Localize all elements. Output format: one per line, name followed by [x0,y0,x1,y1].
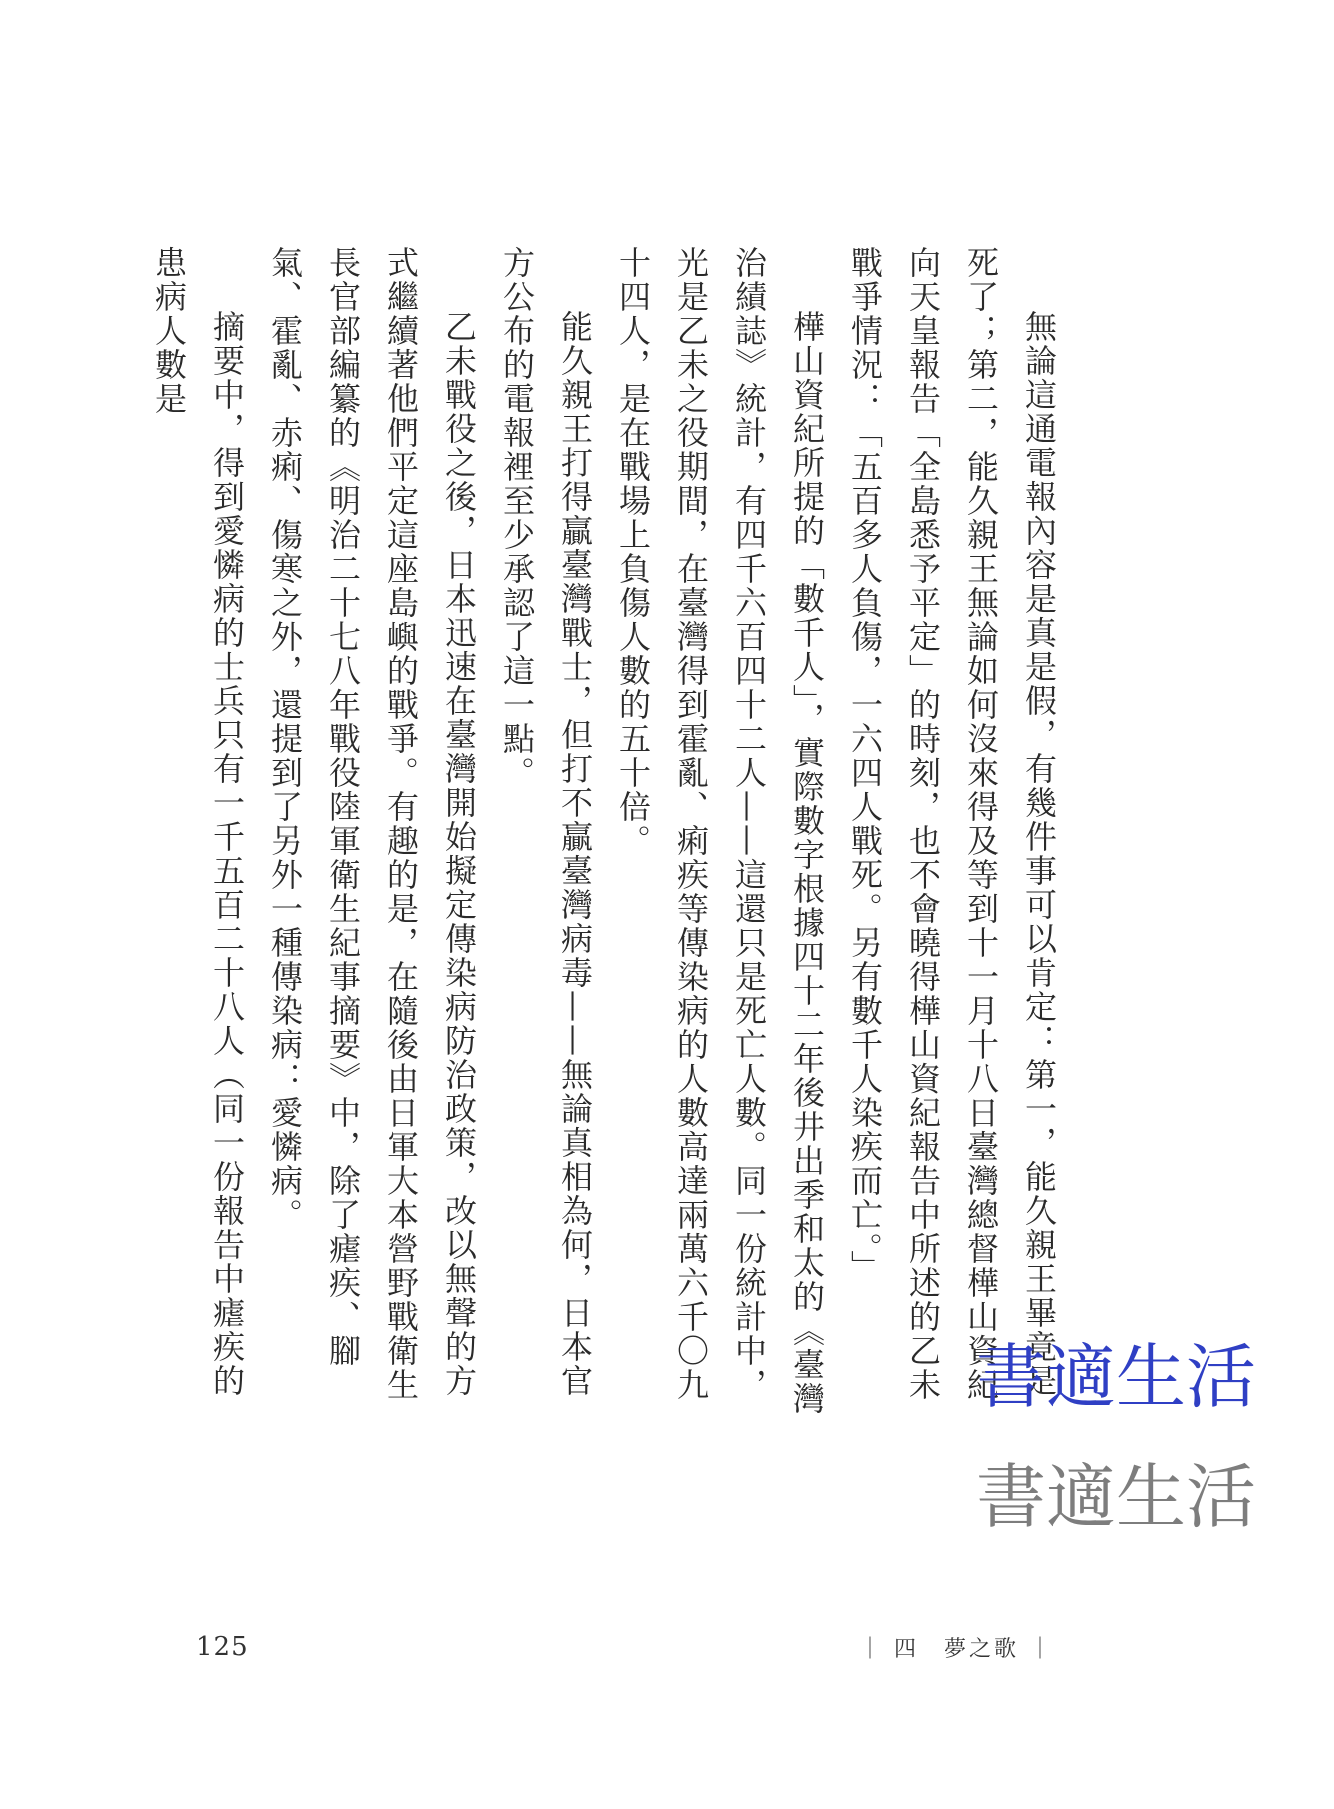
paragraph: 無論這通電報內容是真是假，有幾件事可以肯定：第一，能久親王畢竟是死了；第二，能久親王無論如何沒來得及等到十一月十八日臺灣總督樺山資紀向天皇報告「全島悉予平定」的時刻，也不會曉得樺山資紀報告中所述的乙未戰爭情況：「五百多人負傷，一六四人戰死。另有數千人染疾而亡。」 [846,246,1058,1402]
body-text [150,246,1068,1426]
watermark-secondary: 書適生活 [976,1456,1256,1538]
paragraph: 樺山資紀所提的「數千人」，實際數字根據四十二年後井出季和太的《臺灣治績誌》統計，有四千六百四十二人——這還只是死亡人數。同一份統計中，光是乙未之役期間，在臺灣得到霍亂、痢疾等傳染病的人數高達兩萬六千〇九十四人，是在戰場上負傷人數的五十倍。 [614,246,826,1416]
running-head: ｜ 四 夢之歌 ｜ [859,1637,1054,1662]
watermark-primary: 書適生活 [976,1336,1256,1418]
page-number: 125 [196,1632,249,1662]
paragraph: 能久親王打得贏臺灣戰士，但打不贏臺灣病毒——無論真相為何，日本官方公布的電報裡至少承認了這一點。 [498,246,594,1398]
paragraph: 乙未戰役之後，日本迅速在臺灣開始擬定傳染病防治政策，改以無聲的方式繼續著他們平定這座島嶼的戰爭。有趣的是，在隨後由日軍大本營野戰衛生長官部編纂的《明治二十七八年戰役陸軍衛生紀事摘要》中，除了瘧疾、腳氣、霍亂、赤痢、傷寒之外，還提到了另外一種傳染病：愛憐病。 [266,246,478,1402]
paragraph: 摘要中，得到愛憐病的士兵只有一千五百二十八人（同一份報告中瘧疾的患病人數是 [150,246,246,1398]
